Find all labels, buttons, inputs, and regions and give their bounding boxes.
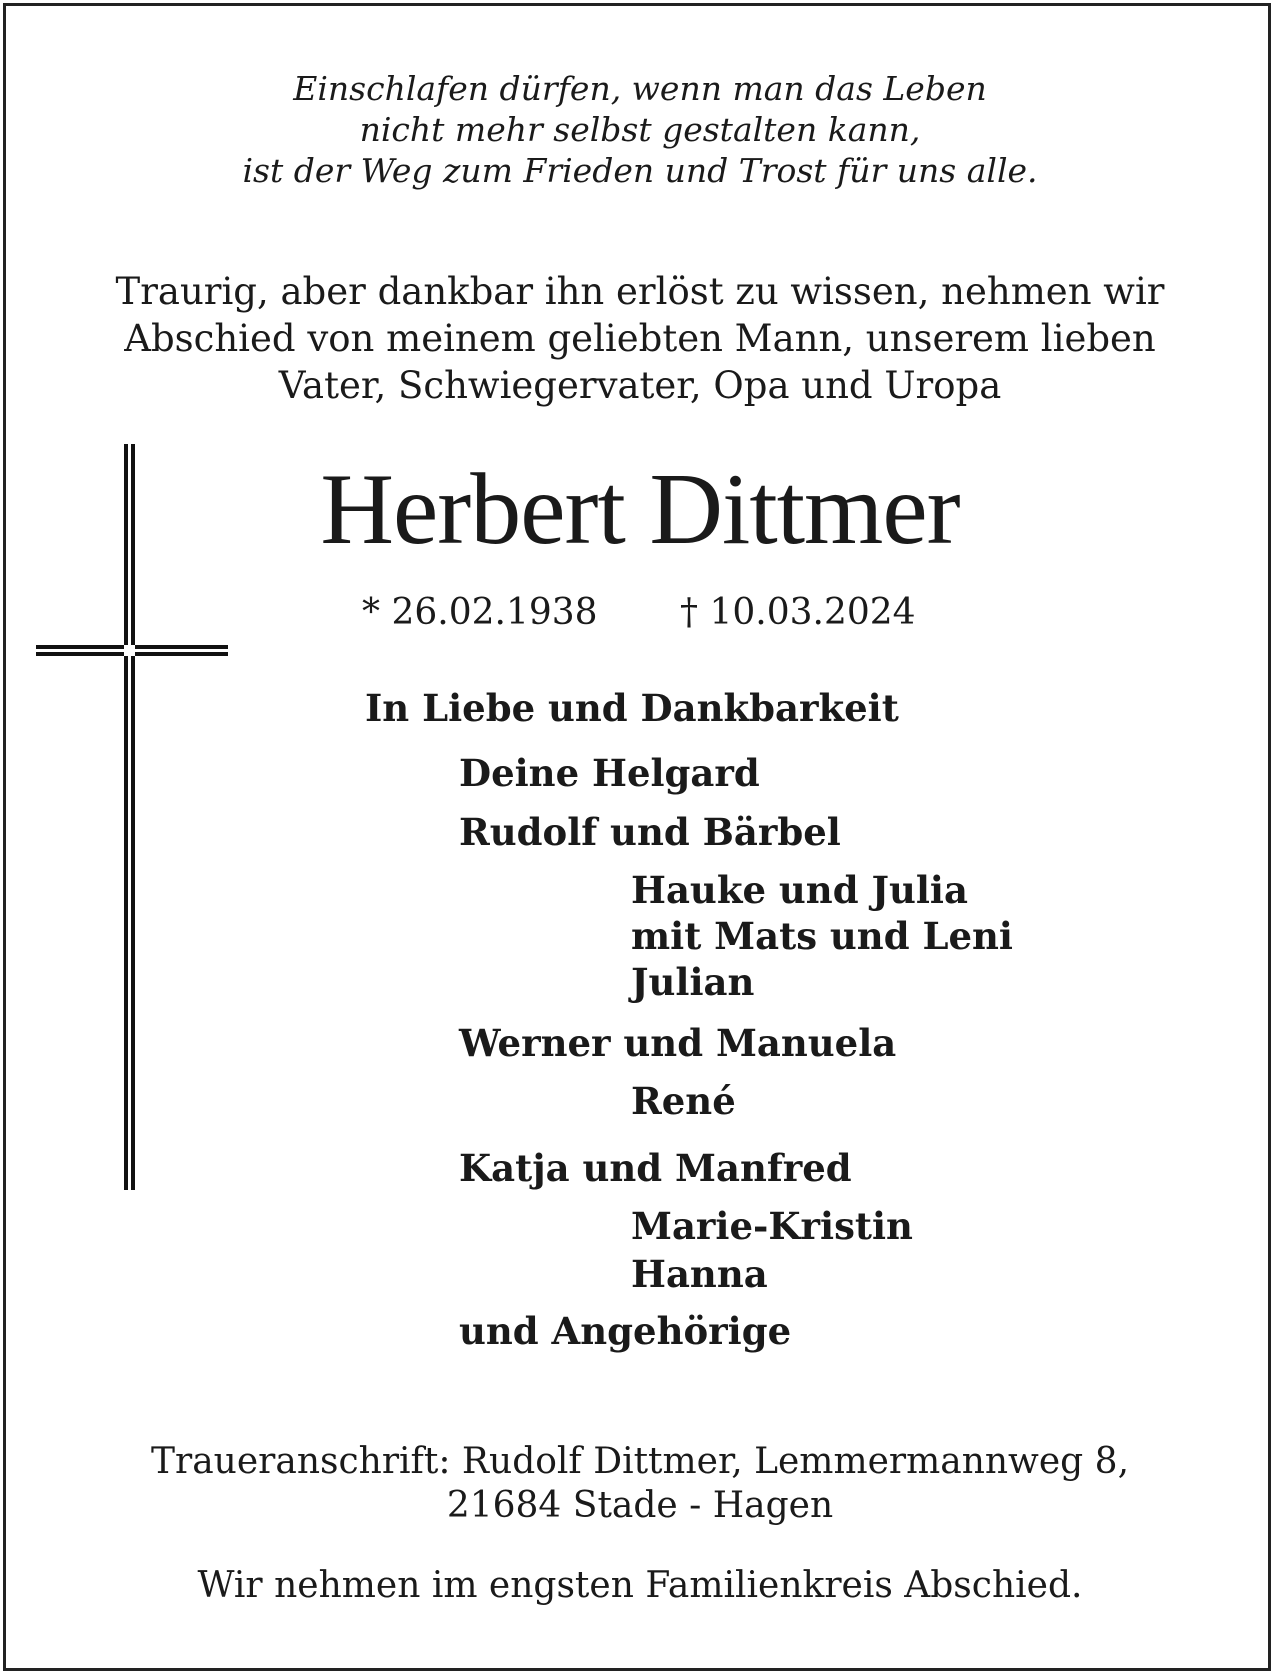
death-date: † 10.03.2024 (680, 592, 916, 633)
mourner-line: Deine Helgard (459, 751, 760, 795)
mourner-line: Julian (631, 960, 755, 1004)
mourner-line: und Angehörige (459, 1309, 792, 1353)
mourners-heading: In Liebe und Dankbarkeit (365, 686, 899, 730)
mourner-line: Hanna (631, 1252, 768, 1296)
mourner-line: Rudolf und Bärbel (459, 810, 841, 854)
motto-line: ist der Weg zum Frieden und Trost für uns alle. (242, 151, 1038, 190)
address-line: 21684 Stade - Hagen (446, 1485, 834, 1526)
closing-note: Wir nehmen im engsten Familienkreis Abschied. (197, 1565, 1083, 1606)
mourner-line: Katja und Manfred (459, 1146, 852, 1190)
intro-line: Abschied von meinem geliebten Mann, unserem lieben (124, 317, 1156, 360)
intro-text (0, 268, 1280, 409)
intro-line: Traurig, aber dankbar ihn erlöst zu wissen, nehmen wir (115, 270, 1165, 313)
motto-line: Einschlafen dürfen, wenn man das Leben (293, 69, 987, 108)
address-line: Traueranschrift: Rudolf Dittmer, Lemmermannweg 8, (150, 1441, 1130, 1482)
mourning-address (0, 1440, 1280, 1528)
motto-verse (0, 68, 1280, 191)
mourner-line: Marie-Kristin (631, 1204, 913, 1248)
deceased-name: Herbert Dittmer (320, 453, 960, 566)
birth-date: * 26.02.1938 (362, 592, 598, 633)
motto-line: nicht mehr selbst gestalten kann, (359, 110, 921, 149)
intro-line: Vater, Schwiegervater, Opa und Uropa (278, 364, 1002, 407)
mourner-line: Werner und Manuela (459, 1021, 897, 1065)
mourner-line: René (631, 1079, 736, 1123)
mourner-line: mit Mats und Leni (631, 914, 1013, 958)
mourner-line: Hauke und Julia (631, 868, 968, 912)
